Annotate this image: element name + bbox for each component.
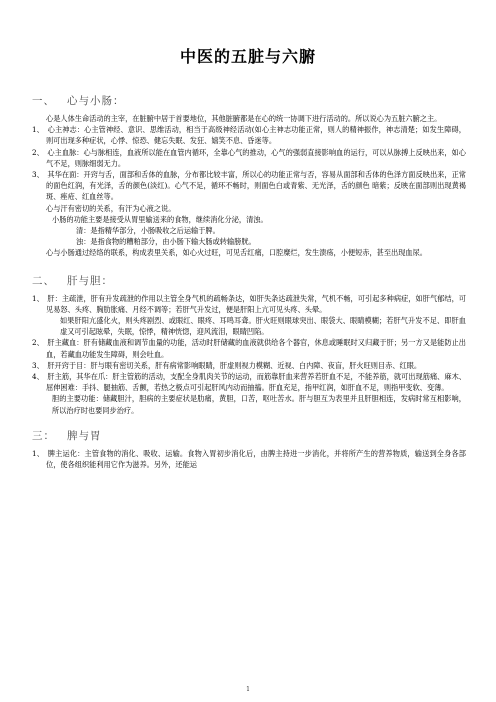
list-item: 3、 肝开窍于目：肝与眼有密切关系，肝有病常影响眼睛，肝虚则视力模糊、近视、白内障、夜盲，肝火旺则目赤、红眼。 bbox=[32, 360, 422, 370]
section-heading-spleen bbox=[32, 428, 466, 443]
section-title: 脾与胃 bbox=[67, 429, 102, 442]
list-item: 2、 心主血脉：心与脉相连，血液所以能在血管内循环，全靠心气的推动，心气的强弱直接影响血的运行，可以从脉搏上反映出来，如心气不足，则脉细弱无力。 bbox=[32, 147, 466, 168]
page-number: 1 bbox=[246, 686, 250, 693]
paragraph: 浊：是指食物的糟粕部分，由小肠下输大肠或转输膀胱。 bbox=[76, 237, 256, 247]
list-item: 1、 肝：主疏泄，肝有升发疏泄的作用以主管全身气机的疏畅条达，如肝失条达疏泄失常，气机不畅，可引起多种病症，如肝气郁结，可见易怒、头疼、胸肋胀痛、月经不调等；若肝气升发过，便是肝阳上亢可见头疼、头晕。 bbox=[32, 293, 466, 314]
section-number: 二、 bbox=[32, 274, 55, 287]
section-title: 肝与胆： bbox=[67, 274, 113, 287]
section-heading-liver bbox=[32, 273, 466, 288]
list-item: 1、 脾主运化：主管食物的消化、吸收、运输。食物入胃初步消化后，由脾主持进一步消化，并将所产生的营养物质，输送到全身各部位，使各组织能利用它作为滋养。另外，还能运 bbox=[32, 448, 466, 470]
paragraph: 心与小肠通过经络的联系，构成表里关系，如心火过旺，可见舌红痛，口腔糜烂，发生溃疡，小便短赤，甚至出现血尿。 bbox=[46, 248, 427, 258]
list-item: 4、 肝主筋，其华在爪：肝主管筋的活动，支配全身肌肉关节的运动，而筋靠肝血来营养若肝血不足，不能养筋，就可出现筋痛、麻木、屈伸困难：手抖、腿抽筋、舌颤，若热之极点可引起肝风内动而抽搐。肝血充足，指甲红润，如肝血不足，则指甲变软、变薄。 bbox=[32, 372, 466, 393]
document-body bbox=[32, 93, 466, 470]
section-number: 三： bbox=[32, 429, 55, 442]
paragraph: 如果肝阳亢盛化火，则头疼剧烈、或眼红、眼疼、耳鸣耳聋。肝火旺则眼球突出、眼袋大、眼睛模糊；若肝气升发不足、即肝血虚又可引起眩晕，失眠，惊悸，精神恍惚，迎风流泪，眼睛凹陷。 bbox=[60, 316, 466, 337]
paragraph: 清：是指精华部分，小肠吸收之后运输于脾。 bbox=[76, 226, 220, 236]
paragraph: 心是人体生命活动的主宰，在脏腑中居于首要地位，其他脏腑都是在心的统一协调下进行活动的。所以说心为五脏六腑之主。 bbox=[46, 114, 442, 123]
paragraph: 胆的主要功能：储藏胆汁，胆病的主要症状是肋痛，黄胆，口苦，呕吐苦水。肝与胆互为表里并且肝胆相连，发病时常互相影响，所以治疗时也要同步治疗。 bbox=[52, 394, 466, 415]
list-item: 2、 肝主藏血：肝有储藏血液和调节血量的功能，活动时肝储藏的血液就供给各个器官，休息或睡眠时又归藏于肝；另一方又是能防止出血，若藏血功能发生障碍，则会吐血。 bbox=[32, 338, 466, 359]
page-title: 中医的五脏与六腑 bbox=[179, 47, 316, 66]
paragraph: 小肠的功能主要是接受从胃里输送来的食物，继续消化分泌，清浊。 bbox=[52, 214, 268, 224]
list-item: 3、 其华在面：开窍与舌，面部和舌体的血脉，分布都比较丰富，所以心的功能正常与否，容易从面部和舌体的色泽方面反映出来，正常的面色红润，有光泽，舌的颜色(淡红)。心气不足，循环不畅时，则面色白或青紫、无光泽，舌的颜色 暗紫；反映在面部则出现黄褐斑、痤疮、红血丝等。 bbox=[32, 170, 466, 202]
section-number: 一、 bbox=[32, 95, 55, 107]
section-heading-heart bbox=[32, 93, 466, 108]
list-item: 1、 心主神志：心主管神经、意识、思维活动，相当于高级神经活动(如心主神志功能正常，则人的精神振作，神志清楚；如发生障碍，则可出现多种症状，心悸、惊恐、健忘失眠、发狂、嬉笑不息、昏迷等。 bbox=[32, 125, 466, 146]
section-title: 心与小肠： bbox=[67, 95, 125, 107]
paragraph: 心与汗有密切的关系，有汗为心液之说。 bbox=[46, 203, 176, 213]
